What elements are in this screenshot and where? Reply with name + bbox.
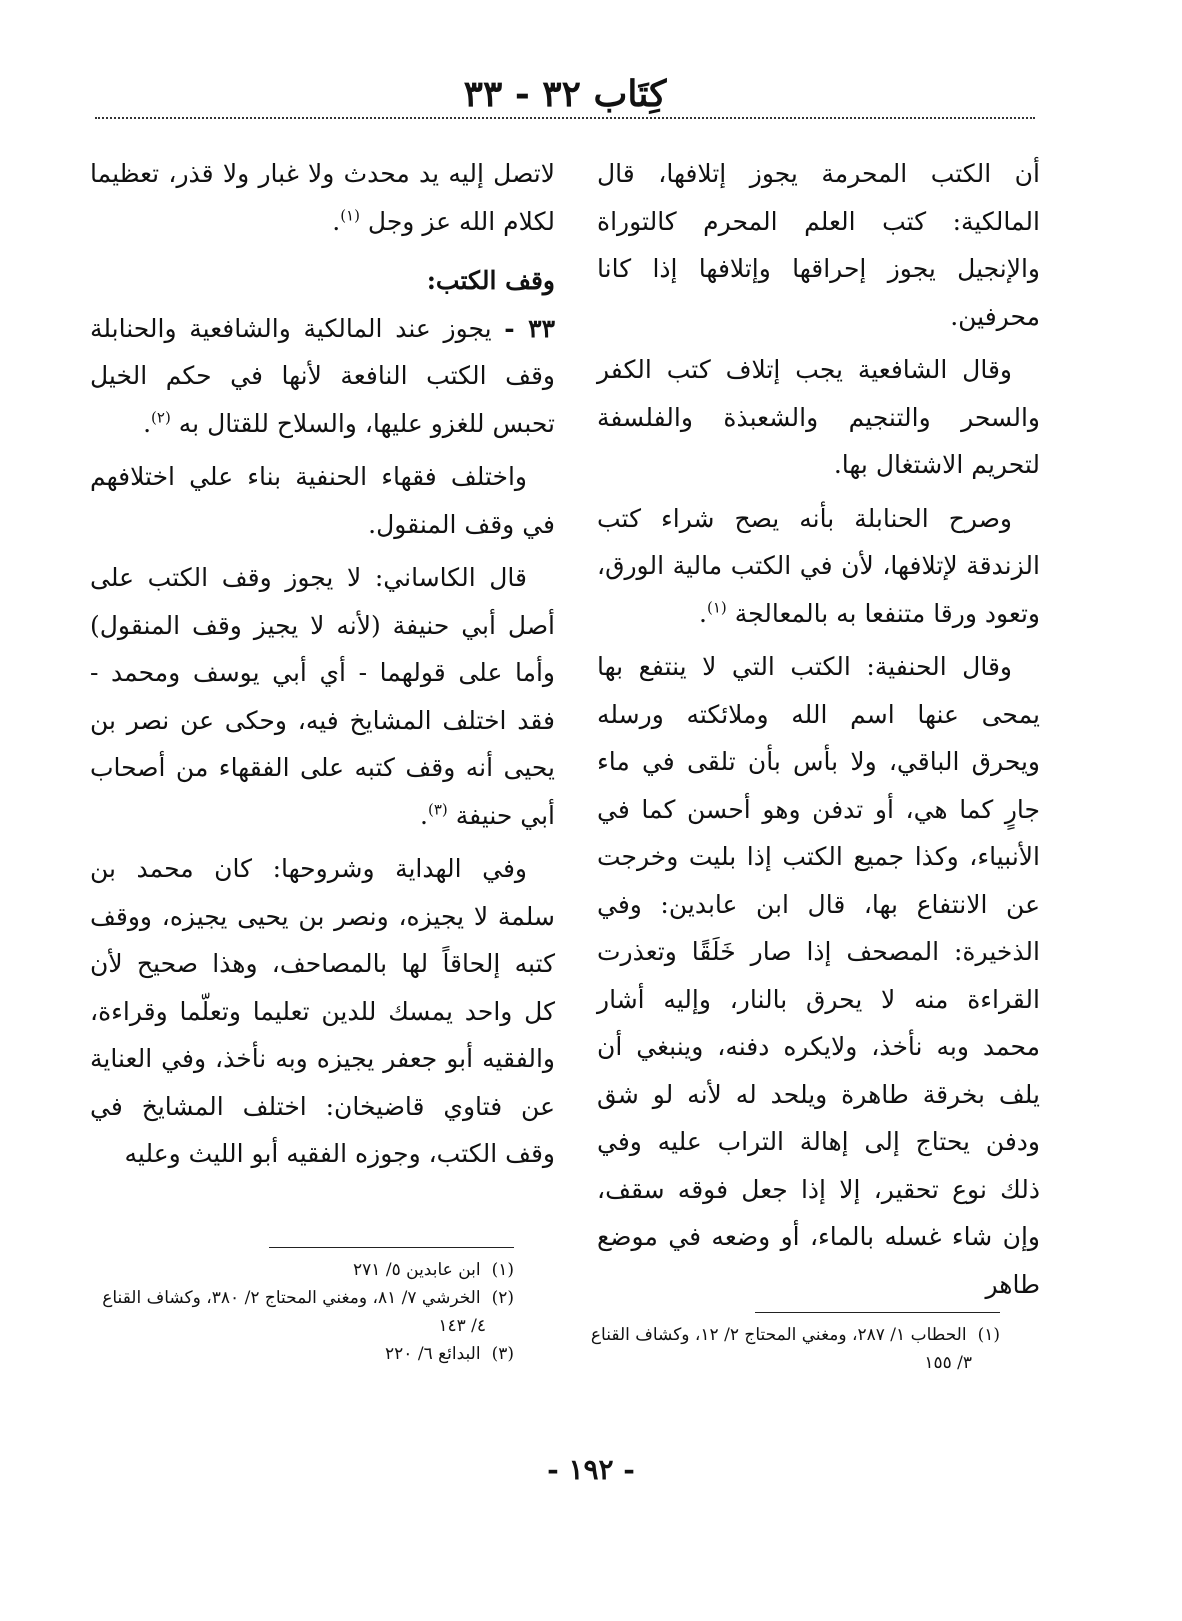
left-paragraph-1 <box>90 150 555 245</box>
footnote-left-3 <box>69 1340 514 1368</box>
page-number: - ١٩٢ - <box>547 1453 635 1486</box>
footnote-left-2 <box>69 1284 514 1312</box>
footnote-left-2-text: الخرشي ٧/ ٨١، ومغني المحتاج ٢/ ٣٨٠، وكشاف القناع <box>102 1288 481 1308</box>
page-header-title: كِتَاب ٣٢ - ٣٣ <box>463 73 667 115</box>
left-paragraph-1-text: لاتصل إليه يد محدث ولا غبار ولا قذر، تعظيما لكلام الله عز وجل <box>90 159 555 236</box>
left-paragraph-4 <box>90 554 555 839</box>
footnote-left-3-number: (٣) <box>491 1344 514 1364</box>
footnote-right-1-number: (١) <box>977 1325 1000 1345</box>
right-paragraph-3-text: وصرح الحنابلة بأنه يصح شراء كتب الزندقة لإتلافها، لأن في الكتب مالية الورق، وتعود ورقا متنفعا به بالمعالجة <box>597 503 1040 628</box>
header-dotted-rule <box>95 117 1035 119</box>
footnote-ref-left-1: (١) <box>340 206 360 225</box>
footnote-left-2-continuation: ٤/ ١٤٣ <box>438 1316 486 1336</box>
footnote-rule-right <box>755 1312 1000 1313</box>
right-paragraph-2: وقال الشافعية يجب إتلاف كتب الكفر والسحر والتنجيم والشعبذة والفلسفة لتحريم الاشتغال بها. <box>597 355 1040 479</box>
footnote-right-1 <box>570 1321 1000 1349</box>
footnote-left-3-text: البدائع ٦/ ٢٢٠ <box>385 1344 481 1364</box>
left-paragraph-4-end: . <box>420 800 428 830</box>
footnote-right-1-text: الحطاب ١/ ٢٨٧، ومغني المحتاج ٢/ ١٢، وكشاف القناع <box>590 1325 967 1345</box>
left-paragraph-2-text: يجوز عند المالكية والشافعية والحنابلة وقف الكتب النافعة لأنها في حكم الخيل تحبس للغزو عليها، والسلاح للقتال به <box>90 313 555 438</box>
right-paragraph-3 <box>597 495 1040 638</box>
footnote-left-1-text: ابن عابدين ٥/ ٢٧١ <box>353 1260 481 1280</box>
footnote-left-1 <box>69 1256 514 1284</box>
footnote-left-1-number: (١) <box>491 1260 514 1280</box>
left-paragraph-2 <box>90 305 555 448</box>
footnotes-left <box>69 1247 514 1368</box>
left-paragraph-3: واختلف فقهاء الحنفية بناء علي اختلافهم في وقف المنقول. <box>90 462 555 539</box>
left-paragraph-4-text: قال الكاساني: لا يجوز وقف الكتب على أصل أبي حنيفة (لأنه لا يجيز وقف المنقول) وأما على قولهما - أي أبي يوسف ومحمد - فقد اختلف المشايخ فيه، وحكى عن نصر بن يحيى أنه وقف كتبه على الفقهاء من أصحاب أبي حنيفة <box>90 563 555 830</box>
footnote-ref-right-1: (١) <box>706 598 727 617</box>
right-paragraph-1: أن الكتب المحرمة يجوز إتلافها، قال المالكية: كتب العلم المحرم كالتوراة والإنجيل يجوز إحراقها وإتلافها إذا كانا محرفين. <box>597 159 1040 331</box>
section-number: ٣٣ - <box>504 313 555 343</box>
footnote-ref-left-3: (٣) <box>427 800 448 819</box>
footnote-ref-left-2: (٢) <box>151 408 171 427</box>
footnote-rule-left <box>269 1247 514 1248</box>
right-paragraph-3-end: . <box>699 598 707 628</box>
left-paragraph-2-end: . <box>143 408 152 438</box>
left-text-column <box>90 150 555 1168</box>
footnote-right-1-continuation: ٣/ ١٥٥ <box>924 1353 972 1373</box>
right-paragraph-4: وقال الحنفية: الكتب التي لا ينتفع بها يمحى عنها اسم الله وملائكته ورسله ويحرق الباقي، ولا بأس بأن تلقى في ماء جارٍ كما هي، أو تدفن وهو أحسن كما في الأنبياء، وكذا جميع الكتب إذا بليت وخرجت عن الانتفاع بها، قال ابن عابدين: وفي الذخيرة: المصحف إذا صار خَلَقًا وتعذرت القراءة منه لا يحرق بالنار، وإليه أشار محمد وبه نأخذ، ولايكره دفنه، وينبغي أن يلف بخرقة طاهرة ويلحد له لأنه لو شق ودفن يحتاج إلى إهالة التراب عليه وفي ذلك نوع تحقير، إلا إذا جعل فوقه سقف، وإن شاء غسله بالماء، أو وضعه في موضع طاهر <box>597 652 1040 1299</box>
footnote-left-2-number: (٢) <box>491 1288 514 1308</box>
footnotes-right <box>570 1312 1000 1377</box>
right-text-column <box>597 150 1040 1299</box>
right-column-body <box>597 150 1040 1299</box>
left-paragraph-5: وفي الهداية وشروحها: كان محمد بن سلمة لا يجيزه، ونصر بن يحيى يجيزه، ووقف كتبه إلحاقاً لها بالمصاحف، وهذا صحيح لأن كل واحد يمسك للدين تعليما وتعلّما وقراءة، والفقيه أبو جعفر يجيزه وبه نأخذ، وفي العناية عن فتاوي قاضيخان: اختلف المشايخ في وقف الكتب، وجوزه الفقيه أبو الليث وعليه <box>90 854 555 1168</box>
left-paragraph-1-end: . <box>332 206 341 236</box>
section-heading: وقف الكتب: <box>426 266 555 295</box>
left-column-body <box>90 150 555 1168</box>
